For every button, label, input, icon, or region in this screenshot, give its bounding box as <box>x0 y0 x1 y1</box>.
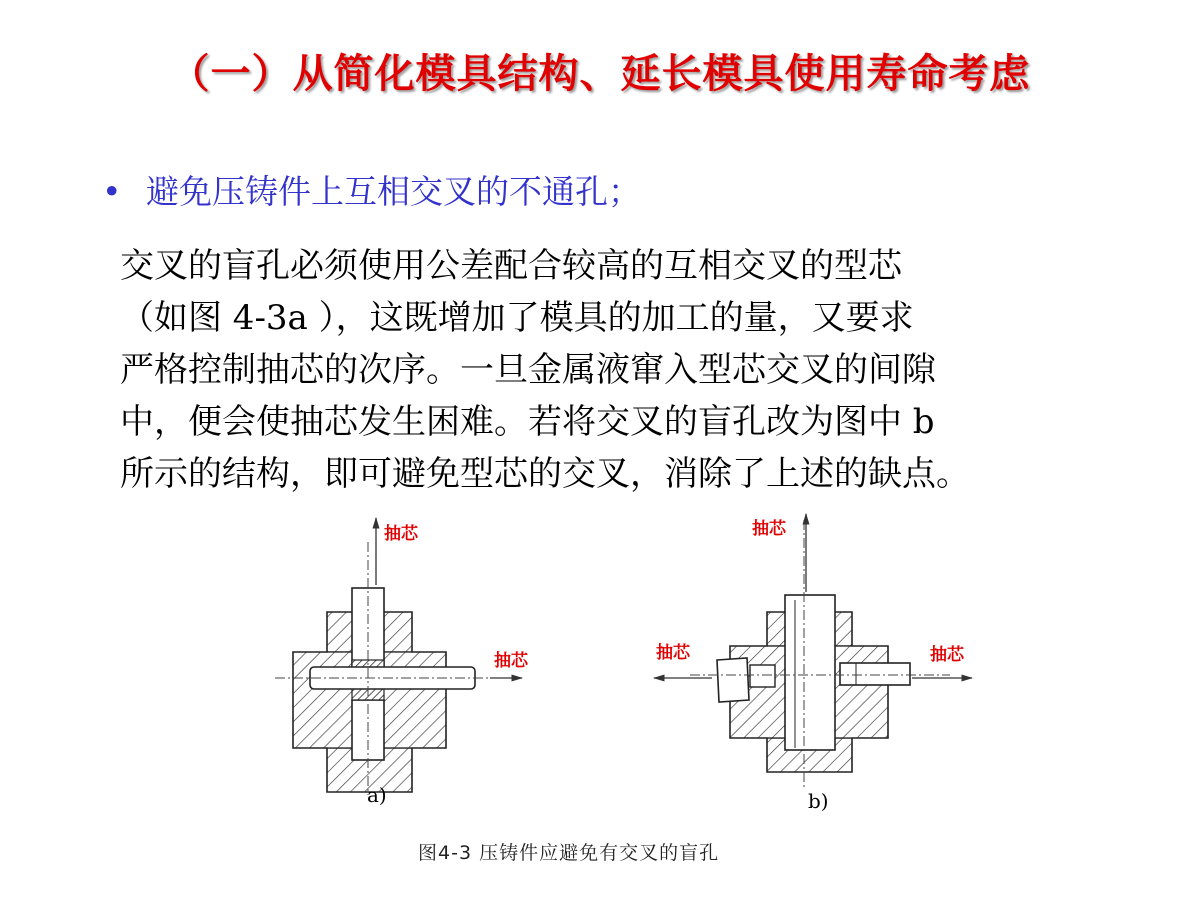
core-label-a-up: 抽芯 <box>384 524 418 544</box>
core-b-left <box>717 658 749 702</box>
paragraph-line: 严格控制抽芯的次序。一旦金属液窜入型芯交叉的间隙 <box>120 350 936 390</box>
figure-label-a: a) <box>367 783 387 807</box>
paragraph-line: 交叉的盲孔必须使用公差配合较高的互相交叉的型芯 <box>120 246 902 286</box>
core-label-a-right: 抽芯 <box>494 651 528 671</box>
figure-4-3 <box>260 500 1000 820</box>
core-label-b-up: 抽芯 <box>752 519 786 539</box>
paragraph-line: 所示的结构，即可避免型芯的交叉，消除了上述的缺点。 <box>120 454 970 494</box>
paragraph <box>120 240 1080 500</box>
diagram-b <box>654 514 972 813</box>
diagram-a <box>275 518 529 807</box>
core-b-right <box>840 663 910 685</box>
bullet-point <box>102 166 641 213</box>
figure-label-b: b) <box>808 789 829 813</box>
bullet-dot-icon: • <box>102 172 122 211</box>
figure-caption: 图4-3 压铸件应避免有交叉的盲孔 <box>418 842 720 864</box>
core-label-b-left: 抽芯 <box>656 643 690 663</box>
slide-title: （一）从简化模具结构、延长模具使用寿命考虑 <box>169 51 1031 97</box>
paragraph-line: （如图 4-3a ），这既增加了模具的加工的量，又要求 <box>120 298 914 338</box>
paragraph-line: 中，便会使抽芯发生困难。若将交叉的盲孔改为图中 b <box>120 402 935 442</box>
bullet-text: 避免压铸件上互相交叉的不通孔； <box>146 172 641 211</box>
core-b-vertical <box>785 595 835 750</box>
core-label-b-right: 抽芯 <box>930 645 964 665</box>
